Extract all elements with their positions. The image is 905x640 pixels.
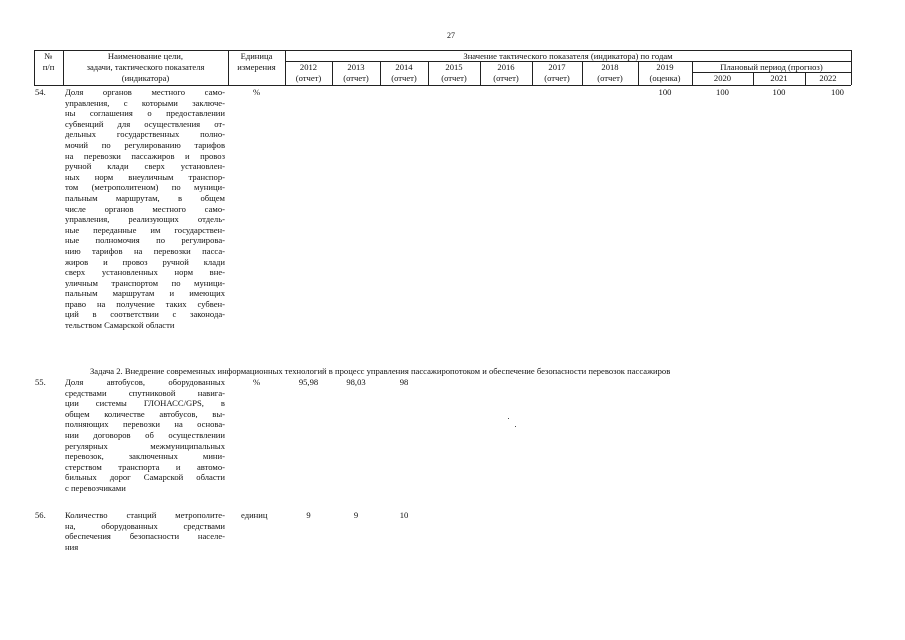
row-name-line: уличным транспортом по муници- (65, 277, 225, 288)
row-value-2012: 9 (306, 510, 311, 520)
header-plan-title: Плановый период (прогноз) (720, 62, 823, 72)
row-name-line: Доля органов местного само- (65, 87, 225, 97)
row-value-2013: 9 (353, 510, 359, 520)
header-year-note: (отчет) (597, 73, 623, 83)
header-year: 2013 (347, 62, 365, 72)
row-name-line: сверх установленных норм вне- (65, 267, 225, 278)
row-name-line: субвенций для осуществления от- (65, 118, 225, 129)
row-name-line: стерством транспорта и автомо- (65, 461, 225, 472)
row-name-line: право на получение таких субвен- (65, 298, 225, 309)
row-name-line: пальным маршрутам и имеющих (65, 288, 225, 299)
row-unit: % (253, 87, 261, 97)
row-name (65, 87, 225, 331)
row-name-line: полняющих перевозки на основа- (65, 419, 225, 430)
row-value-2021: 100 (772, 87, 786, 97)
row-name-line: перевозок, заключенных мини- (65, 451, 225, 462)
row-name-line: управления, реализующих отдель- (65, 214, 225, 225)
header-year: 2016 (497, 62, 515, 72)
header-num-label-2: п/п (42, 62, 55, 72)
header-plan-year: 2021 (770, 73, 788, 83)
header-year: 2017 (548, 62, 566, 72)
row-name-line: тельством Самарской области (65, 320, 175, 331)
header-year: 2015 (445, 62, 463, 72)
header-year: 2018 (601, 62, 619, 72)
row-name-line: общем количестве автобусов, вы- (65, 408, 225, 419)
row-value-2020: 100 (716, 87, 729, 97)
header-year-note: (отчет) (544, 73, 570, 83)
row-value-2014: 98 (399, 377, 409, 387)
row-number: 54. (35, 87, 46, 97)
row-name (65, 510, 225, 552)
header-year-note: (отчет) (295, 73, 322, 83)
row-value-2014: 10 (399, 510, 409, 520)
row-name-line: управления, с которыми заключе- (65, 97, 225, 108)
row-name-line: регулярных межмуниципальных (65, 440, 225, 451)
header-year: 2014 (395, 62, 413, 72)
row-value-2022: 100 (831, 87, 844, 97)
row-name-line: ные полномочия по регулирова- (65, 235, 225, 246)
row-value-2019: 100 (658, 87, 672, 97)
row-name-line: мочий по регулированию тарифов (65, 139, 225, 150)
page-number: 27 (447, 31, 455, 40)
row-name-line: том (метрополитеном) по муници- (65, 182, 225, 193)
row-name-line: на, оборудованных средствами (65, 520, 225, 531)
header-unit-label-2: измерения (237, 62, 276, 72)
header-year: 2019 (656, 62, 674, 72)
row-unit: % (253, 377, 261, 387)
row-name-line: нии договоров об осуществлении (65, 429, 225, 440)
row-name-line: с перевозчиками (65, 482, 126, 493)
row-name-line: пальным маршрутам, в общем (65, 192, 225, 203)
scan-speck (515, 426, 516, 427)
header-year-note: (оценка) (649, 73, 681, 83)
task-heading: Задача 2. Внедрение современных информационных технологий в процесс управления пассажиропотоком и обеспечение безопасности перевозок пассажиров (90, 366, 671, 376)
row-number: 55. (35, 377, 46, 387)
header-name-label-3: (индикатора) (121, 73, 170, 83)
row-name-line: ции системы ГЛОНАСС/GPS, в (65, 398, 225, 409)
header-unit-label-1: Единица (240, 51, 273, 61)
row-name-line: Доля автобусов, оборудованных (65, 377, 225, 387)
row-name-line: дельных государственных полно- (65, 129, 225, 140)
header-num-label-1: № (44, 51, 53, 61)
header-plan-year: 2022 (819, 73, 837, 83)
row-name-line: ручной клади сверх установлен- (65, 161, 225, 172)
row-value-2012: 95,98 (298, 377, 319, 387)
row-name-line: нию тарифов на перевозки пасса- (65, 245, 225, 256)
row-name-line: числе органов местного само- (65, 203, 225, 214)
header-year: 2012 (299, 62, 318, 72)
row-name-line: ных норм внеуличным транспор- (65, 171, 225, 182)
row-number: 56. (35, 510, 46, 520)
row-value-2013: 98,03 (346, 377, 366, 387)
row-name-line: ций в соответствии с законода- (65, 309, 225, 320)
header-year-note: (отчет) (441, 73, 467, 83)
header-plan-year: 2020 (713, 73, 732, 83)
row-name-line: Количество станций метрополите- (65, 510, 225, 520)
row-name-line: бильных дорог Самарской области (65, 472, 225, 483)
row-name-line: жиров и провоз ручной клади (65, 256, 225, 267)
row-name-line: на перевозки пассажиров и провоз (65, 150, 225, 161)
header-values-title: Значение тактического показателя (индикатора) по годам (463, 51, 673, 61)
row-name (65, 377, 225, 494)
row-name-line: обеспечения безопасности населе- (65, 531, 225, 542)
row-name-line: средствами спутниковой навига- (65, 387, 225, 398)
row-name-line: ны соглашения о предоставлении (65, 108, 225, 119)
row-name-line: ные переданные им государствен- (65, 224, 225, 235)
row-name-line: ния (65, 541, 79, 552)
row-unit: единиц (241, 510, 268, 520)
header-year-note: (отчет) (391, 73, 417, 83)
header-year-note: (отчет) (343, 73, 369, 83)
header-name-label-2: задачи, тактического показателя (86, 62, 205, 72)
scan-speck (508, 418, 509, 419)
header-name-label-1: Наименование цели, (107, 51, 184, 61)
header-year-note: (отчет) (493, 73, 519, 83)
